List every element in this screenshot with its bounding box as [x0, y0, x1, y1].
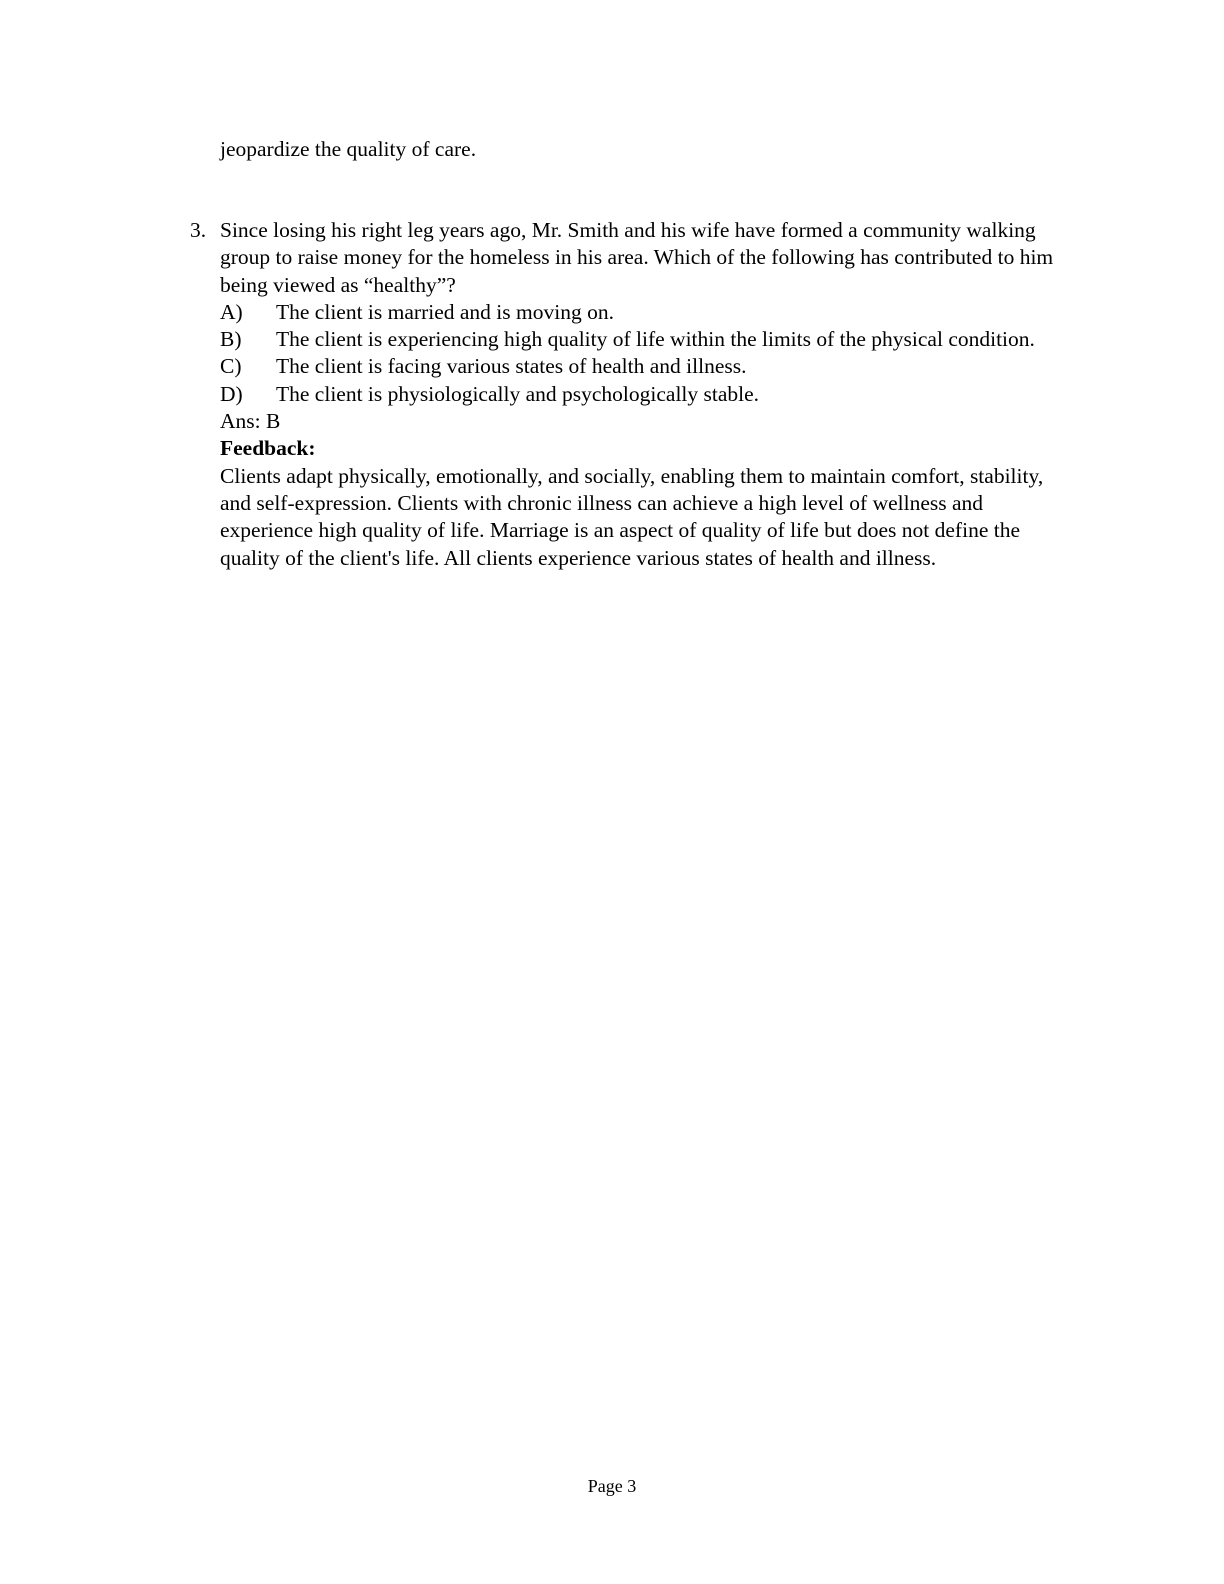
page-footer: Page 3 [587, 1476, 637, 1496]
question-number: 3. [190, 218, 207, 242]
option-letter: C) [220, 354, 242, 379]
option-letter: D) [220, 381, 243, 406]
option-text: The client is physiologically and psychologically stable. [276, 381, 760, 406]
continuation-text: jeopardize the quality of care. [220, 137, 477, 161]
question-body [220, 217, 1060, 572]
answer-key: Ans: B [220, 409, 281, 434]
answer-option-b [220, 326, 1060, 353]
question-item [190, 217, 1060, 572]
option-text: The client is facing various states of health and illness. [276, 354, 747, 379]
feedback-heading: Feedback: [220, 436, 316, 461]
answer-option-c [220, 353, 1060, 380]
option-letter: A) [220, 299, 243, 324]
answer-option-d [220, 381, 1060, 408]
option-text: The client is experiencing high quality of life within the limits of the physical condition. [276, 327, 1035, 352]
option-text: The client is married and is moving on. [276, 299, 614, 324]
option-letter: B) [220, 327, 242, 352]
feedback-text: Clients adapt physically, emotionally, and socially, enabling them to maintain comfort, stability, and self-expression. Clients with chronic illness can achieve a high level of wellness and experience high quality of life. Marriage is an aspect of quality of life but does not define the quality of the client's life. All clients experience various states of health and illness. [220, 463, 1044, 570]
answer-option-a [220, 299, 1060, 326]
question-stem: Since losing his right leg years ago, Mr. Smith and his wife have formed a community walking group to raise money for the homeless in his area. Which of the following has contributed to him being viewed as “healthy”? [220, 218, 1054, 297]
